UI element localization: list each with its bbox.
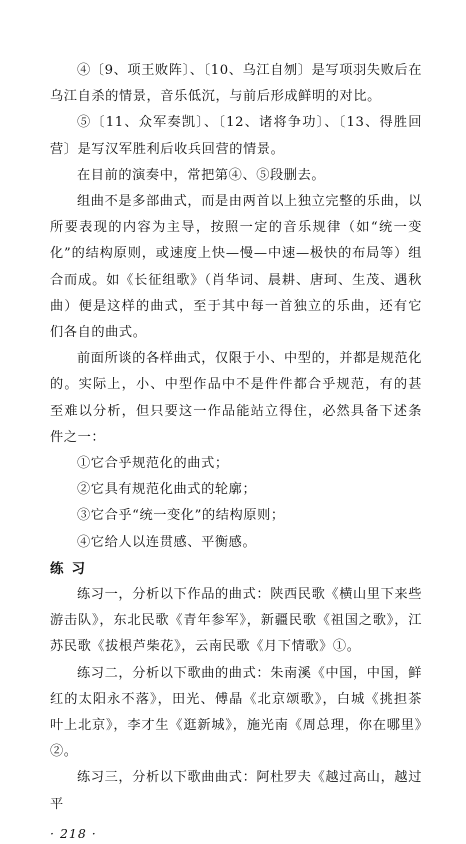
page-number: · 218 · (50, 825, 97, 841)
condition-item: ③它合乎“统一变化”的结构原则； (77, 508, 285, 524)
paragraph-form-conditions: 前面所谈的各样曲式，仅限于小、中型的，并都是规范化的。实际上，小、中型作品中不是件件都合乎规范，有的甚至难以分析，但只要这一作品能站立得住，必然具备下述条件之一： (50, 351, 422, 445)
exercise-3: 练习三，分析以下歌曲曲式：阿杜罗夫《越过高山，越过平 (50, 770, 422, 812)
condition-item: ④它给人以连贯感、平衡感。 (77, 534, 257, 550)
exercise-heading: 练习 (50, 560, 93, 577)
exercise-1: 练习一，分析以下作品的曲式：陕西民歌《横山里下来些游击队》，东北民歌《青年参军》，新疆民歌《祖国之歌》，江苏民歌《拔根芦柴花》，云南民歌《月下情歌》①。 (50, 587, 422, 655)
condition-item: ②它具有规范化曲式的轮廓； (77, 482, 257, 498)
paragraph-section-5: ⑤〔11、众军奏凯〕、〔12、诸将争功〕、〔13、得胜回营〕是写汉军胜利后收兵回营的情景。 (50, 115, 422, 157)
condition-item: ①它合乎规范化的曲式； (77, 456, 229, 472)
paragraph-deletion-note: 在目前的演奏中，常把第④、⑤段删去。 (77, 167, 326, 183)
exercise-2: 练习二，分析以下歌曲的曲式：朱南溪《中国，中国，鲜红的太阳永不落》，田光、傅晶《北京颂歌》，白城《挑担茶叶上北京》，李才生《逛新城》，施光南《周总理，你在哪里》②。 (50, 665, 422, 760)
paragraph-suite-definition: 组曲不是多部曲式，而是由两首以上独立完整的乐曲，以所要表现的内容为主导，按照一定的音乐规律（如“统一变化”的结构原则，或速度上快—慢—中速—极快的布局等）组合而成。如《长征组歌》（肖华词、晨耕、唐珂、生茂、遇秋曲）便是这样的曲式，至于其中每一首独立的乐曲，还有它们各自的曲式。 (50, 194, 422, 341)
paragraph-section-4: ④〔9、项王败阵〕、〔10、乌江自刎〕是写项羽失败后在乌江自杀的情景，音乐低沉，与前后形成鲜明的对比。 (50, 63, 422, 105)
